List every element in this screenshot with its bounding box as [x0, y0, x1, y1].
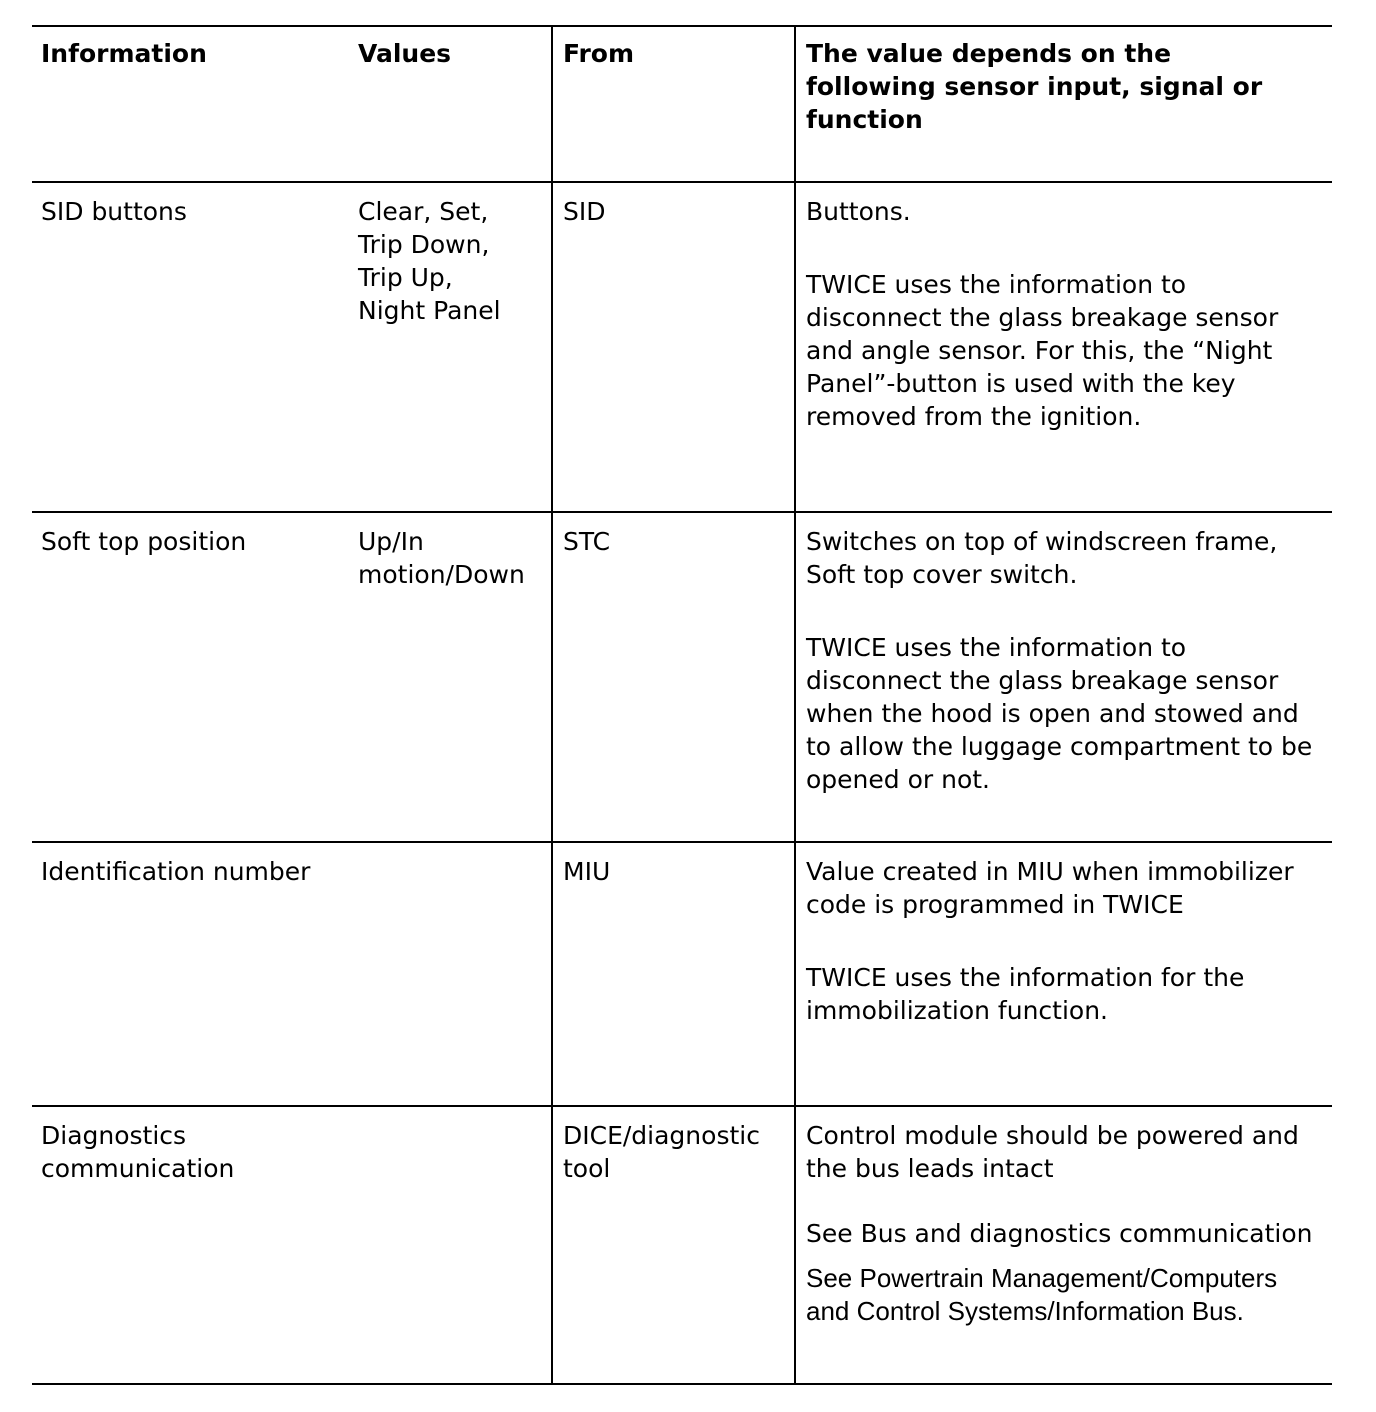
table-header-row: [32, 26, 1332, 182]
cell-values: Clear, Set, Trip Down, Trip Up, Night Panel: [346, 182, 552, 512]
table-row: [32, 842, 1332, 1106]
cell-information: Identification number: [32, 842, 346, 1106]
cell-values: [346, 1106, 552, 1384]
cell-description: [795, 512, 1332, 842]
cell-description: [795, 842, 1332, 1106]
description-paragraph: See Bus and diagnostics communication: [806, 1219, 1313, 1248]
table-row: [32, 512, 1332, 842]
description-paragraph: Switches on top of windscreen frame, Soft top cover switch.: [806, 527, 1278, 589]
cell-from: DICE/diagnostic tool: [552, 1106, 795, 1384]
header-information: Information: [32, 26, 346, 182]
cell-description: [795, 182, 1332, 512]
cell-from: SID: [552, 182, 795, 512]
cell-information: SID buttons: [32, 182, 346, 512]
description-paragraph: TWICE uses the information to disconnect the glass breakage sensor and angle sensor. For this, the “Night Panel”-button is used with the key removed from the ignition.: [806, 270, 1279, 431]
header-values: Values: [346, 26, 552, 182]
description-paragraph: Value created in MIU when immobilizer code is programmed in TWICE: [806, 857, 1294, 919]
description-paragraph: See Powertrain Management/Computers and Control Systems/Information Bus.: [806, 1263, 1278, 1326]
cell-from: STC: [552, 512, 795, 842]
description-paragraph: TWICE uses the information for the immobilization function.: [806, 963, 1245, 1025]
table-row: [32, 1106, 1332, 1384]
header-depends-on: The value depends on the following sensor input, signal or function: [795, 26, 1332, 182]
sensor-information-table: [32, 25, 1332, 1385]
cell-values: [346, 842, 552, 1106]
cell-information: Diagnostics communication: [32, 1106, 346, 1384]
cell-from: MIU: [552, 842, 795, 1106]
description-paragraph: Buttons.: [806, 197, 911, 226]
description-paragraph: TWICE uses the information to disconnect the glass breakage sensor when the hood is open and stowed and to allow the luggage compartment to be opened or not.: [806, 633, 1313, 794]
cell-values: Up/In motion/Down: [346, 512, 552, 842]
cell-information: Soft top position: [32, 512, 346, 842]
description-paragraph: Control module should be powered and the bus leads intact: [806, 1121, 1299, 1183]
cell-description: [795, 1106, 1332, 1384]
header-from: From: [552, 26, 795, 182]
table-row: [32, 182, 1332, 512]
